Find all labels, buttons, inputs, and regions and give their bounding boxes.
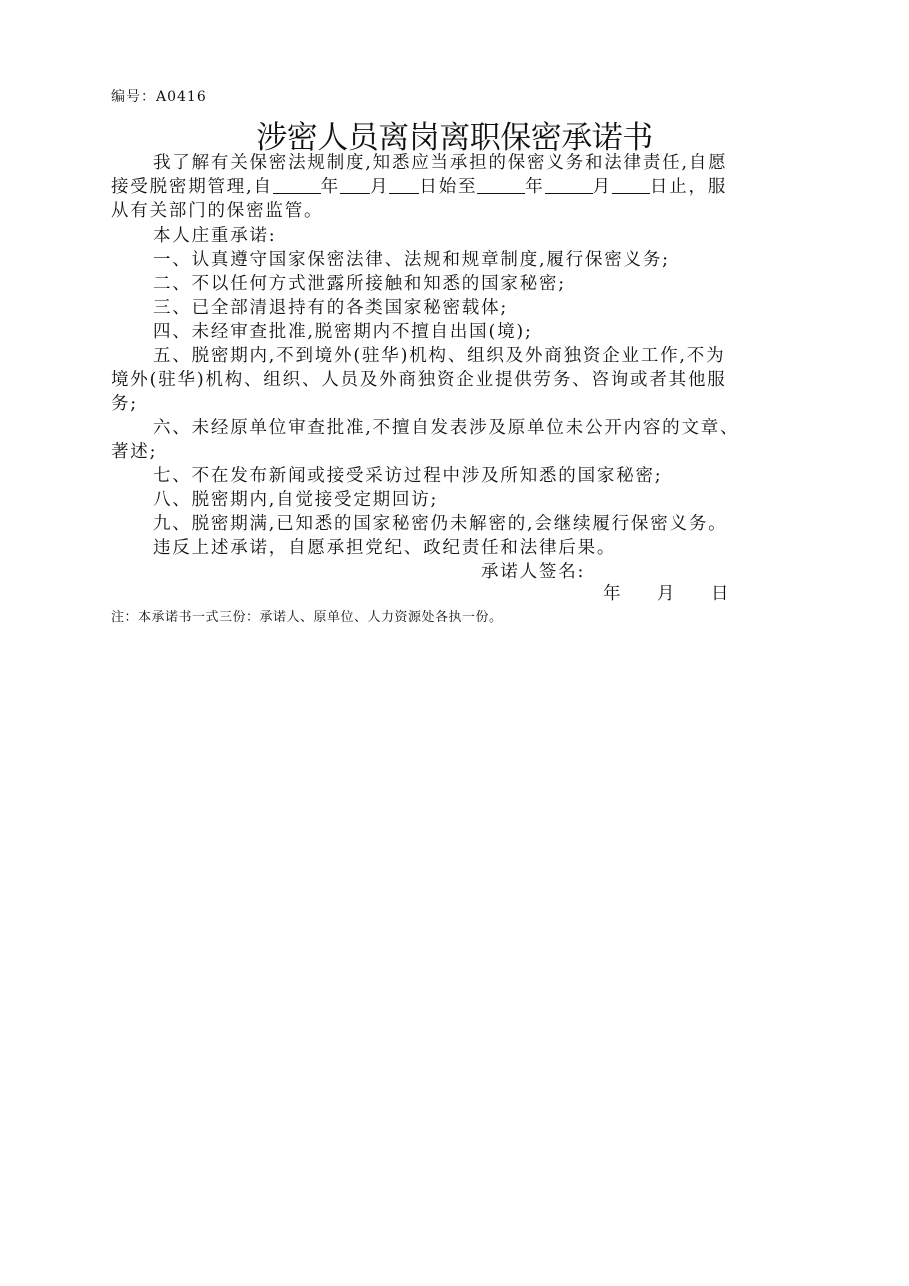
date-year-label: 年 [603,584,621,604]
intro-line-3: 从有关部门的保密监管。 [111,201,324,221]
start-year-label: 年 [320,177,341,197]
footnote: 注：本承诺书一式三份：承诺人、原单位、人力资源处各执一份。 [111,610,503,625]
end-month-blank [545,175,593,194]
document-number: 编号：A0416 [111,89,207,105]
pledge-item-5-line-1: 五、脱密期内,不到境外(驻华)机构、组织及外商独资企业工作,不为 [153,346,726,366]
pledge-item-5-line-3: 务; [111,394,138,414]
date-day-label: 日 [711,584,729,604]
pledge-item-9: 九、脱密期满,已知悉的国家秘密仍未解密的,会继续履行保密义务。 [153,514,728,534]
pledge-item-6-line-1: 六、未经原单位审查批准,不擅自发表涉及原单位未公开内容的文章、 [153,418,740,438]
start-month-blank [340,175,370,194]
start-year-blank [273,175,321,194]
signature-label: 承诺人签名: [481,562,586,582]
end-month-label: 月 [592,177,612,197]
document-title: 涉密人员离岗离职保密承诺书 [256,120,653,156]
signature-date [603,582,765,606]
pledge-item-4: 四、未经审查批准,脱密期内不擅自出国(境); [153,322,533,342]
intro-line-2 [111,175,727,199]
pledge-item-3: 三、已全部清退持有的各类国家秘密载体; [153,298,509,318]
start-day-blank [389,175,419,194]
pledge-item-2: 二、不以任何方式泄露所接触和知悉的国家秘密; [153,274,566,294]
pledge-item-6-line-2: 著述; [111,442,158,462]
pledge-item-8: 八、脱密期内,自觉接受定期回访; [153,490,439,510]
date-month-label: 月 [657,584,675,604]
start-day-label: 日始至 [419,177,478,197]
pledge-intro: 本人庄重承诺: [153,226,277,246]
pledge-item-1: 一、认真遵守国家保密法律、法规和规章制度,履行保密义务; [153,250,670,270]
start-month-label: 月 [370,177,390,197]
pledge-item-7: 七、不在发布新闻或接受采访过程中涉及所知悉的国家秘密; [153,466,663,486]
end-day-blank [612,175,650,194]
end-day-label: 日止，服 [649,177,728,197]
intro-line-1: 我了解有关保密法规制度,知悉应当承担的保密义务和法律责任,自愿 [153,153,728,173]
end-year-blank [477,175,525,194]
intro-line-2-text: 接受脱密期管理,自 [111,177,273,197]
violation-statement: 违反上述承诺，自愿承担党纪、政纪责任和法律后果。 [153,538,617,558]
end-year-label: 年 [525,177,545,197]
pledge-item-5-line-2: 境外(驻华)机构、组织、人员及外商独资企业提供劳务、咨询或者其他服 [111,370,727,390]
